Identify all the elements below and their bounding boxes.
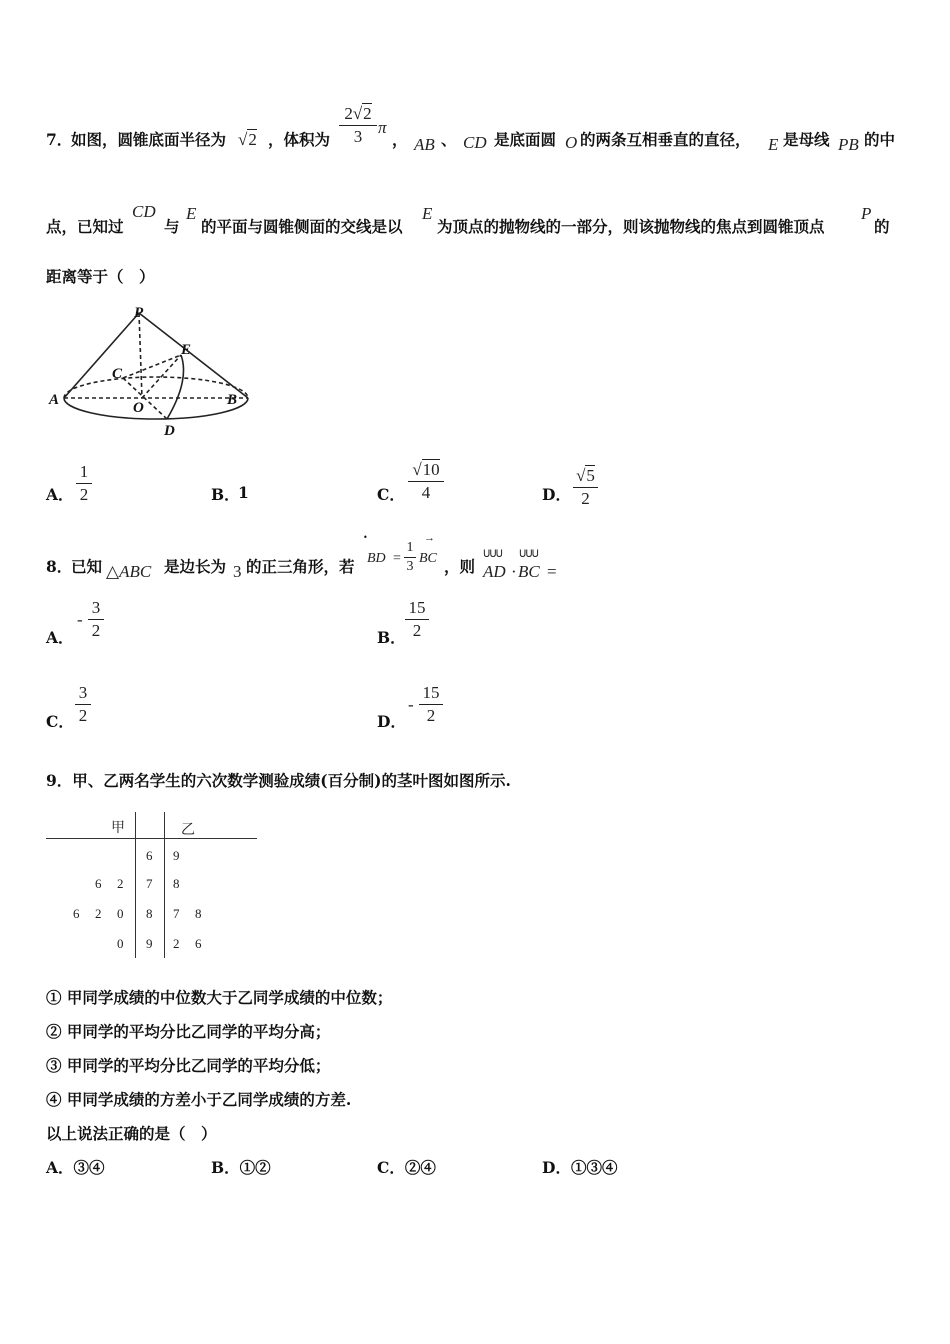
segment-PO bbox=[139, 313, 142, 398]
plot-divider-left bbox=[135, 812, 136, 958]
q8-option-A-label[interactable]: A． bbox=[46, 628, 74, 647]
q8-option-D-value: 15 2 bbox=[419, 683, 443, 726]
plot-leaf-left: 2 bbox=[95, 906, 102, 921]
q8-vector-arrow: → bbox=[424, 532, 435, 544]
q9-statement-1: ① 甲同学成绩的中位数大于乙同学成绩的中位数； bbox=[46, 988, 393, 1007]
q7-CD: CD bbox=[132, 202, 156, 221]
q8-dot: · bbox=[511, 562, 517, 581]
q8-eq: = bbox=[393, 551, 401, 566]
q7-text: 距离等于（ ） bbox=[46, 267, 155, 286]
q8-AD: AD bbox=[483, 562, 506, 581]
q8-option-A-value: 3 2 bbox=[88, 598, 104, 641]
q7-option-D-label[interactable]: D． bbox=[542, 485, 571, 504]
plot-leaf-right: 8 bbox=[173, 876, 180, 891]
ellipse-back bbox=[64, 377, 248, 398]
plot-divider-right bbox=[164, 812, 165, 958]
plot-leaf-right: 7 bbox=[173, 906, 180, 921]
label-P: P bbox=[134, 305, 144, 321]
q7-text: 的中 bbox=[864, 130, 896, 149]
q7-E: E bbox=[768, 135, 779, 154]
q8-text: ，则 bbox=[444, 557, 476, 576]
label-D: D bbox=[164, 423, 175, 439]
q8-option-C-value: 3 2 bbox=[75, 683, 91, 726]
plot-leaf-right: 6 bbox=[195, 936, 202, 951]
q7-P: P bbox=[861, 204, 872, 223]
q9-option-B[interactable]: B．①② bbox=[211, 1158, 271, 1177]
q9-intro: 9．甲、乙两名学生的六次数学测验成绩(百分制)的茎叶图如图所示. bbox=[46, 771, 511, 790]
segment-CE bbox=[123, 355, 181, 378]
q7-text: 点，已知过 bbox=[46, 217, 124, 236]
q7-option-B-value: 1 bbox=[238, 483, 249, 502]
generatrix-PA bbox=[64, 313, 139, 398]
q7-O: O bbox=[565, 133, 578, 152]
q7-CD: CD bbox=[463, 133, 487, 152]
q7-text: 的两条互相垂直的直径， bbox=[580, 130, 751, 149]
q7-volume-fraction: 2√2 3 bbox=[339, 103, 377, 147]
label-O: O bbox=[133, 400, 144, 416]
q7-E: E bbox=[186, 204, 197, 223]
plot-stem: 9 bbox=[146, 936, 153, 951]
plot-leaf-left: 0 bbox=[117, 906, 124, 921]
plot-stem: 8 bbox=[146, 906, 153, 921]
q8-option-D-sign: - bbox=[408, 695, 414, 714]
label-C: C bbox=[112, 366, 123, 382]
q8-option-A-sign: - bbox=[77, 610, 83, 629]
q8-BC2: BC bbox=[518, 562, 540, 581]
plot-leaf-left: 0 bbox=[117, 936, 124, 951]
q8-text: 是边长为 bbox=[164, 557, 227, 576]
q7-comma: ， bbox=[392, 130, 408, 149]
plot-right-header: 乙 bbox=[181, 823, 195, 838]
q8-option-B-label[interactable]: B． bbox=[377, 628, 406, 647]
q7-option-B-label[interactable]: B． bbox=[211, 485, 240, 504]
q9-statement-3: ③ 甲同学的平均分比乙同学的平均分低； bbox=[46, 1056, 331, 1075]
plot-leaf-right: 8 bbox=[195, 906, 202, 921]
q8-option-D-label[interactable]: D． bbox=[377, 712, 406, 731]
q7-text: ，体积为 bbox=[268, 130, 331, 149]
q7-option-C-label[interactable]: C． bbox=[377, 485, 405, 504]
q8-option-B-value: 15 2 bbox=[405, 598, 429, 641]
q8-side: 3 bbox=[233, 562, 242, 581]
q7-option-C-value: √10 4 bbox=[408, 459, 444, 503]
q7-text: 与 bbox=[164, 217, 180, 236]
q7-option-D-value: √5 2 bbox=[573, 465, 598, 509]
plot-leaf-right: 2 bbox=[173, 936, 180, 951]
q8-triangle: △ABC bbox=[106, 562, 152, 581]
q7-option-A-label[interactable]: A． bbox=[46, 485, 74, 504]
q9-statement-4: ④ 甲同学成绩的方差小于乙同学成绩的方差. bbox=[46, 1090, 352, 1109]
plot-leaf-right: 9 bbox=[173, 848, 180, 863]
label-A: A bbox=[49, 392, 60, 408]
label-B: B bbox=[227, 392, 238, 408]
q7-text: 是底面圆 bbox=[494, 130, 557, 149]
q7-pi: π bbox=[378, 118, 387, 137]
q9-statement-2: ② 甲同学的平均分比乙同学的平均分高； bbox=[46, 1022, 331, 1041]
q7-text: 为顶点的抛物线的一部分，则该抛物线的焦点到圆锥顶点 bbox=[437, 217, 825, 236]
q8-vector-dot: • bbox=[363, 533, 368, 542]
q7-text: 是母线 bbox=[783, 130, 830, 149]
parabola-arc bbox=[167, 355, 184, 419]
label-E: E bbox=[181, 342, 192, 358]
q7-sep: 、 bbox=[441, 130, 457, 149]
q7-AB: AB bbox=[414, 135, 435, 154]
q9-question: 以上说法正确的是（ ） bbox=[46, 1124, 217, 1143]
plot-leaf-left: 6 bbox=[73, 906, 80, 921]
q9-option-A[interactable]: A．③④ bbox=[46, 1158, 105, 1177]
q8-BD: BD bbox=[367, 551, 386, 566]
q8-fraction: 1 3 bbox=[404, 540, 416, 575]
plot-stem: 7 bbox=[146, 876, 153, 891]
q7-radius: √2 bbox=[238, 130, 257, 149]
plot-header-rule bbox=[46, 838, 257, 839]
segment-OE bbox=[142, 355, 181, 398]
plot-left-header: 甲 bbox=[111, 821, 125, 836]
q7-PB: PB bbox=[838, 135, 859, 154]
q9-option-D[interactable]: D．①③④ bbox=[542, 1158, 618, 1177]
q7-E: E bbox=[422, 204, 433, 223]
q8-BC: BC bbox=[419, 551, 437, 566]
generatrix-PB bbox=[139, 313, 248, 398]
q7-cone-figure bbox=[40, 300, 250, 442]
q8-vector-mark: ᑌᑌᑌ bbox=[483, 549, 502, 560]
q9-option-C[interactable]: C．②④ bbox=[377, 1158, 436, 1177]
q7-number: 7． bbox=[46, 130, 73, 149]
q8-eq2: = bbox=[547, 562, 557, 581]
q7-option-A-value: 1 2 bbox=[76, 462, 92, 505]
q7-text: 的 bbox=[874, 217, 890, 236]
plot-leaf-left: 6 bbox=[95, 876, 102, 891]
q8-number: 8． bbox=[46, 557, 73, 576]
q8-text: 的正三角形，若 bbox=[246, 557, 355, 576]
q7-text: 的平面与圆锥侧面的交线是以 bbox=[201, 217, 403, 236]
plot-stem: 6 bbox=[146, 848, 153, 863]
plot-leaf-left: 2 bbox=[117, 876, 124, 891]
q7-text: 如图，圆锥底面半径为 bbox=[71, 130, 227, 149]
q8-vector-mark: ᑌᑌᑌ bbox=[519, 549, 538, 560]
q8-option-C-label[interactable]: C． bbox=[46, 712, 74, 731]
q8-text: 已知 bbox=[71, 557, 103, 576]
